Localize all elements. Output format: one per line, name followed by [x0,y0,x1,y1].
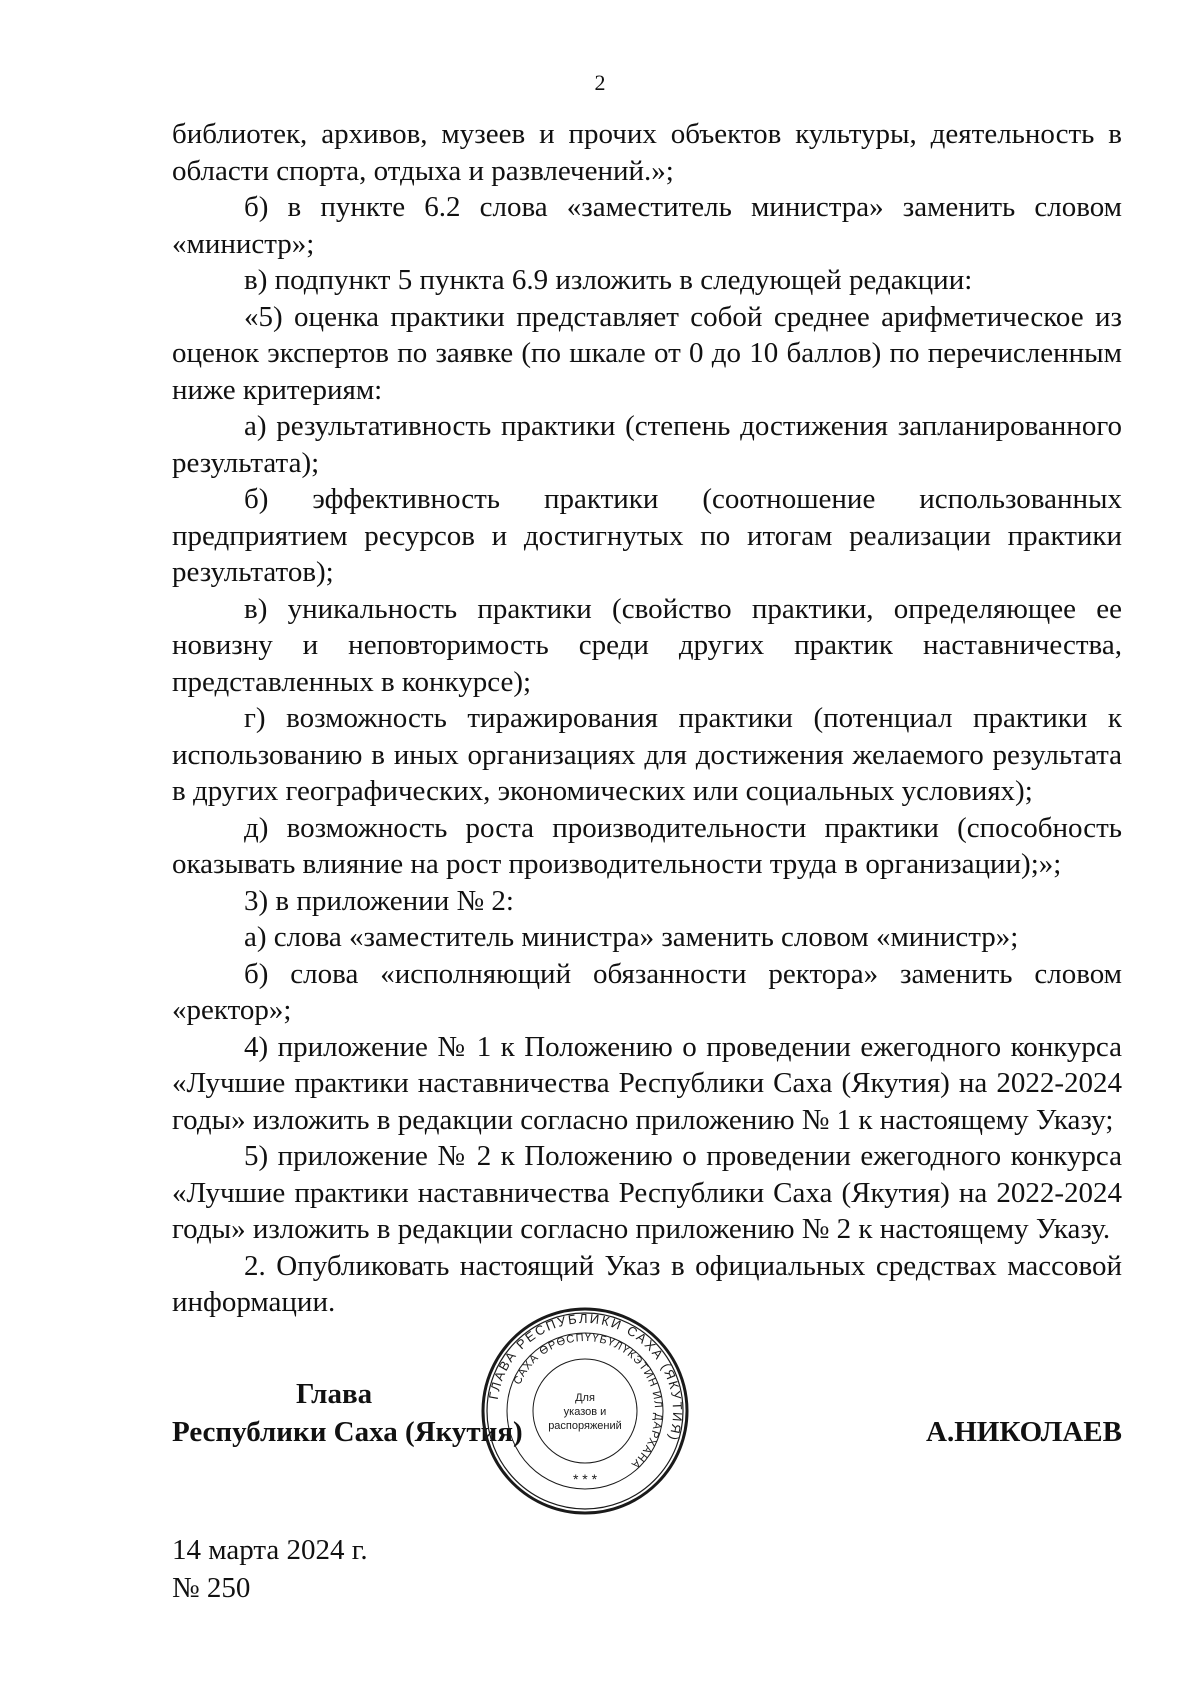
signatory-region: Республики Саха (Якутия) [172,1416,523,1448]
document-date: 14 марта 2024 г. [172,1534,368,1566]
seal-center-line: Для [575,1392,595,1404]
paragraph: а) слова «заместитель министра» заменить словом «министр»; [244,921,1019,953]
paragraph: 5) приложение № 2 к Положению о проведении ежегодного конкурса «Лучшие практики наставничества Республики Саха (Якутия) на 2022-2024 годы» изложить в редакции согласно приложению № 2 к настоящему Указу. [172,1140,1122,1245]
seal-stars: * * * [572,1471,598,1487]
paragraph: 2. Опубликовать настоящий Указ в официальных средствах массовой информации. [172,1249,1122,1318]
paragraph: г) возможность тиражирования практики (потенциал практики к использованию в иных организациях для достижения желаемого результата в других географических, экономических или социальных условиях); [172,702,1122,807]
paragraph: б) в пункте 6.2 слова «заместитель министра» заменить словом «министр»; [172,191,1122,260]
seal-center-line: распоряжений [548,1420,622,1432]
seal-center-line: указов и [563,1406,607,1418]
paragraph: а) результативность практики (степень достижения запланированного результата); [172,410,1122,479]
document-body [172,116,1122,1321]
seal-outer-text: ГЛАВА РЕСПУБЛИКИ САХА (ЯКУТИЯ) [485,1310,686,1444]
paragraph: библиотек, архивов, музеев и прочих объектов культуры, деятельность в области спорта, отдыха и развлечений.»; [172,118,1122,187]
paragraph: в) уникальность практики (свойство практики, определяющее ее новизну и неповторимость среди других практик наставничества, представленных в конкурсе); [172,592,1122,698]
paragraph: б) слова «исполняющий обязанности ректора» заменить словом «ректор»; [172,957,1122,1026]
seal-inner-text: САХА ӨРӨСПҮҮБҮЛҮКЭТИН ИЛ ДАРХАНА [511,1331,665,1472]
paragraph: д) возможность роста производительности практики (способность оказывать влияние на рост производительности труда в организации);»; [172,811,1122,880]
paragraph: «5) оценка практики представляет собой среднее арифметическое из оценок экспертов по заявке (по шкале от 0 до 10 баллов) по перечисленным ниже критериям: [172,300,1122,406]
signatory-name: А.НИКОЛАЕВ [926,1416,1122,1448]
page-number: 2 [594,70,606,95]
paragraph: 3) в приложении № 2: [244,884,514,917]
paragraph: б) эффективность практики (соотношение использованных предприятием ресурсов и достигнутых по итогам реализации практики результатов); [172,483,1122,588]
paragraph: в) подпункт 5 пункта 6.9 изложить в следующей редакции: [244,264,973,296]
signatory-title: Глава [296,1378,373,1410]
official-seal [480,1306,690,1516]
document-number: № 250 [172,1572,251,1604]
paragraph: 4) приложение № 1 к Положению о проведении ежегодного конкурса «Лучшие практики наставничества Республики Саха (Якутия) на 2022-2024 годы» изложить в редакции согласно приложению № 1 к настоящему Указу; [172,1030,1122,1136]
